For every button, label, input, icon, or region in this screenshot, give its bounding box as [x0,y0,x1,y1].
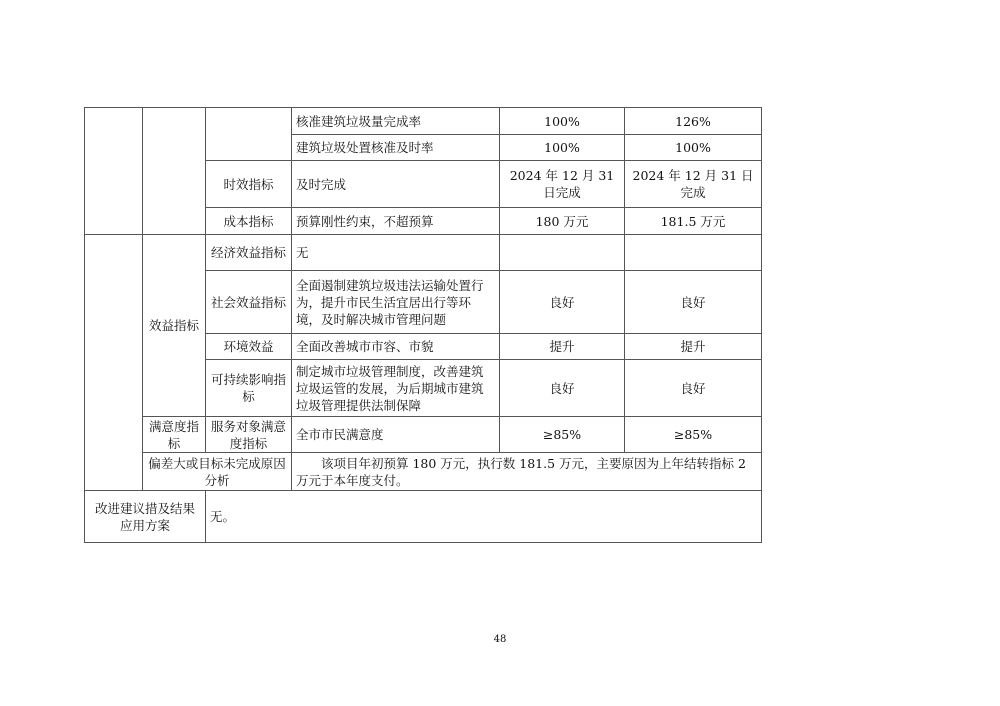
target-cell: 100% [500,108,625,135]
primary-indicator-cell: 满意度指标 [143,417,206,453]
blank-cell [85,235,143,491]
actual-cell: 2024 年 12 月 31 日完成 [625,161,762,208]
secondary-indicator-cell: 时效指标 [206,161,292,208]
indicator-cell: 全面遏制建筑垃圾违法运输处置行为，提升市民生活宜居出行等环境，及时解决城市管理问题 [292,271,500,334]
secondary-indicator-cell: 可持续影响指标 [206,360,292,417]
improvement-row [85,491,762,543]
secondary-indicator-cell: 服务对象满意度指标 [206,417,292,453]
target-cell: 良好 [500,360,625,417]
primary-indicator-cell: 效益指标 [143,235,206,417]
blank-cell [206,108,292,161]
target-cell [500,235,625,271]
deviation-row [85,453,762,491]
indicator-cell: 预算刚性约束，不超预算 [292,208,500,235]
indicator-cell: 及时完成 [292,161,500,208]
target-cell: 180 万元 [500,208,625,235]
actual-cell: 181.5 万元 [625,208,762,235]
blank-cell [143,108,206,235]
actual-cell: 良好 [625,271,762,334]
indicator-cell: 核准建筑垃圾量完成率 [292,108,500,135]
table-row [85,108,762,135]
table-row [85,235,762,271]
target-cell: 提升 [500,334,625,360]
actual-cell: 良好 [625,360,762,417]
secondary-indicator-cell: 经济效益指标 [206,235,292,271]
performance-table [84,107,762,543]
secondary-indicator-cell: 社会效益指标 [206,271,292,334]
target-cell: 2024 年 12 月 31 日完成 [500,161,625,208]
indicator-cell: 全面改善城市市容、市貌 [292,334,500,360]
target-cell: ≥85% [500,417,625,453]
secondary-indicator-cell: 环境效益 [206,334,292,360]
improvement-label: 改进建议措及结果应用方案 [85,491,206,543]
actual-cell [625,235,762,271]
indicator-cell: 制定城市垃圾管理制度，改善建筑垃圾运管的发展，为后期城市建筑垃圾管理提供法制保障 [292,360,500,417]
page-number: 48 [493,634,507,645]
actual-cell: ≥85% [625,417,762,453]
actual-cell: 100% [625,135,762,161]
target-cell: 良好 [500,271,625,334]
improvement-text: 无。 [206,491,762,543]
actual-cell: 126% [625,108,762,135]
indicator-cell: 建筑垃圾处置核准及时率 [292,135,500,161]
table-row [85,417,762,453]
deviation-label: 偏差大或目标未完成原因分析 [143,453,292,491]
deviation-text: 该项目年初预算 180 万元，执行数 181.5 万元，主要原因为上年结转指标 2 万元于本年度支付。 [292,453,762,491]
indicator-cell: 全市市民满意度 [292,417,500,453]
indicator-cell: 无 [292,235,500,271]
actual-cell: 提升 [625,334,762,360]
blank-cell [85,108,143,235]
secondary-indicator-cell: 成本指标 [206,208,292,235]
target-cell: 100% [500,135,625,161]
